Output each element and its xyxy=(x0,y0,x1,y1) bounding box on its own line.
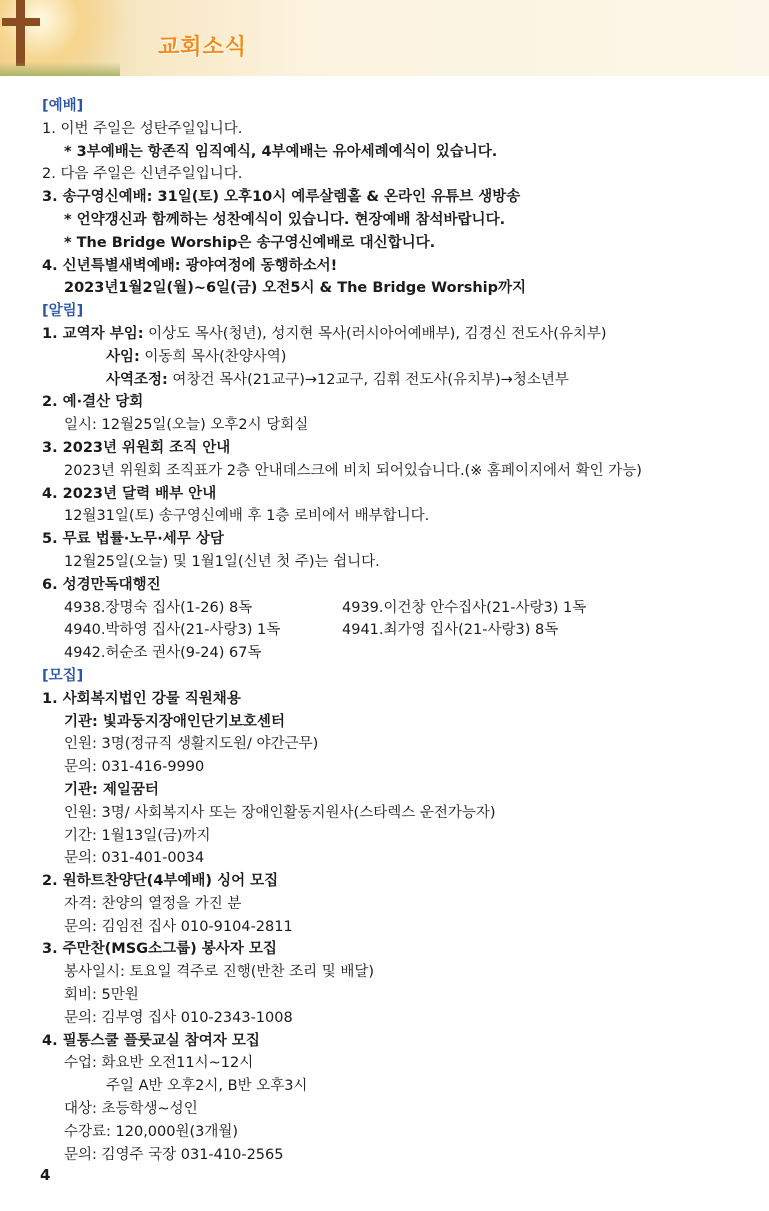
grass-decoration xyxy=(0,62,120,76)
notice-item-3: 3. 2023년 위원회 조직 안내 xyxy=(42,439,231,456)
notice-item-1-label: 1. 교역자 부임: xyxy=(42,325,144,342)
recruit-item-3: 3. 주만찬(MSG소그룹) 봉사자 모집 xyxy=(42,941,277,958)
recruit-item-1: 1. 사회복지법인 강물 직원채용 xyxy=(42,690,241,707)
bible-reading-row-2 xyxy=(42,619,762,642)
recruit-item-4-contact: 문의: 김영주 국장 031-410-2565 xyxy=(64,1146,284,1163)
notice-item-2: 2. 예·결산 당회 xyxy=(42,394,144,411)
recruit-item-2-qualification: 자격: 찬양의 열정을 가진 분 xyxy=(64,895,242,912)
bible-entry: 4942.허순조 권사(9-24) 67독 xyxy=(64,645,262,662)
worship-item-3: 3. 송구영신예배: 31일(토) 오후10시 예루살렘홀 & 온라인 유튜브 생방송 xyxy=(42,189,521,206)
worship-item-3-note-a: * 언약갱신과 함께하는 성찬예식이 있습니다. 현장예배 참석바랍니다. xyxy=(64,211,506,228)
recruit-item-4: 4. 필통스쿨 플룻교실 참여자 모집 xyxy=(42,1032,260,1049)
recruit-item-3-schedule: 봉사일시: 토요일 격주로 진행(반찬 조리 및 배달) xyxy=(64,964,374,981)
worship-item-3-note-b: * The Bridge Worship은 송구영신예배로 대신합니다. xyxy=(64,234,436,251)
resign-text: 이동희 목사(찬양사역) xyxy=(139,348,287,365)
notice-item-5: 5. 무료 법률·노무·세무 상담 xyxy=(42,531,224,548)
recruit-item-1-staff-b: 인원: 3명/ 사회복지사 또는 장애인활동지원사(스타렉스 운전가능자) xyxy=(64,804,496,821)
worship-item-1-note: * 3부예배는 항존직 임직예식, 4부예배는 유아세례예식이 있습니다. xyxy=(64,143,498,160)
recruit-item-1-period-b: 기간: 1월13일(금)까지 xyxy=(64,827,211,844)
recruit-item-4-tuition: 수강료: 120,000원(3개월) xyxy=(64,1123,239,1140)
notice-item-6: 6. 성경만독대행진 xyxy=(42,576,161,593)
adjust-label: 사역조정: xyxy=(106,371,168,388)
recruit-item-4-target: 대상: 초등학생~성인 xyxy=(64,1101,198,1118)
worship-item-4: 4. 신년특별새벽예배: 광야여정에 동행하소서! xyxy=(42,257,338,274)
notice-heading: [알림] xyxy=(42,303,84,320)
recruit-item-3-fee: 회비: 5만원 xyxy=(64,987,139,1004)
recruit-item-2-contact: 문의: 김임전 집사 010-9104-2811 xyxy=(64,918,293,935)
resign-label: 사임: xyxy=(106,348,140,365)
recruit-item-1-org-a: 기관: 빛과둥지장애인단기보호센터 xyxy=(64,713,285,730)
page-title: 교회소식 xyxy=(158,35,248,60)
bible-entry: 4938.장명숙 집사(1-26) 8독 xyxy=(64,599,253,616)
recruit-item-2: 2. 원하트찬양단(4부예배) 싱어 모집 xyxy=(42,873,279,890)
bible-entry: 4941.최가영 집사(21-사랑3) 8독 xyxy=(342,622,559,639)
bible-entry: 4940.박하영 집사(21-사랑3) 1독 xyxy=(64,622,281,639)
worship-item-2: 2. 다음 주일은 신년주일입니다. xyxy=(42,166,243,183)
page-number: 4 xyxy=(40,1166,51,1184)
notice-item-1-resign xyxy=(42,346,762,369)
notice-item-1-text: 이상도 목사(청년), 성지현 목사(러시아어예배부), 김경신 전도사(유치부) xyxy=(143,325,607,342)
notice-item-1-adjust xyxy=(42,369,762,392)
recruit-item-1-contact-a: 문의: 031-416-9990 xyxy=(64,759,205,776)
worship-item-4-detail: 2023년1월2일(월)~6일(금) 오전5시 & The Bridge Worship까지 xyxy=(64,280,527,297)
notice-item-2-detail: 일시: 12월25일(오늘) 오후2시 당회실 xyxy=(64,417,309,434)
recruit-item-1-org-b: 기관: 제일꿈터 xyxy=(64,781,159,798)
notice-item-1 xyxy=(42,323,762,346)
worship-heading: [예배] xyxy=(42,98,84,114)
recruit-item-4-class-a: 수업: 화요반 오전11시~12시 xyxy=(64,1055,254,1072)
church-news-content xyxy=(42,95,762,1166)
recruit-heading: [모집] xyxy=(42,667,84,684)
bible-entry: 4939.이건창 안수집사(21-사랑3) 1독 xyxy=(342,599,587,616)
bible-reading-row-1 xyxy=(42,597,762,620)
bible-reading-row-3 xyxy=(42,642,762,665)
recruit-item-1-staff-a: 인원: 3명(정규직 생활지도원/ 야간근무) xyxy=(64,736,319,753)
notice-item-4: 4. 2023년 달력 배부 안내 xyxy=(42,485,217,502)
notice-item-4-detail: 12월31일(토) 송구영신예배 후 1층 로비에서 배부합니다. xyxy=(64,508,430,525)
adjust-text: 여창건 목사(21교구)→12교구, 김휘 전도사(유치부)→청소년부 xyxy=(167,371,569,388)
notice-item-5-detail: 12월25일(오늘) 및 1월1일(신년 첫 주)는 쉽니다. xyxy=(64,553,380,570)
recruit-item-1-contact-b: 문의: 031-401-0034 xyxy=(64,850,205,867)
header-banner xyxy=(0,0,769,76)
notice-item-3-detail: 2023년 위원회 조직표가 2층 안내데스크에 비치 되어있습니다.(※ 홈페이지에서 확인 가능) xyxy=(64,462,642,479)
worship-item-1: 1. 이번 주일은 성탄주일입니다. xyxy=(42,120,243,137)
recruit-item-4-class-b: 주일 A반 오후2시, B반 오후3시 xyxy=(106,1078,308,1095)
recruit-item-3-contact: 문의: 김부영 집사 010-2343-1008 xyxy=(64,1009,293,1026)
